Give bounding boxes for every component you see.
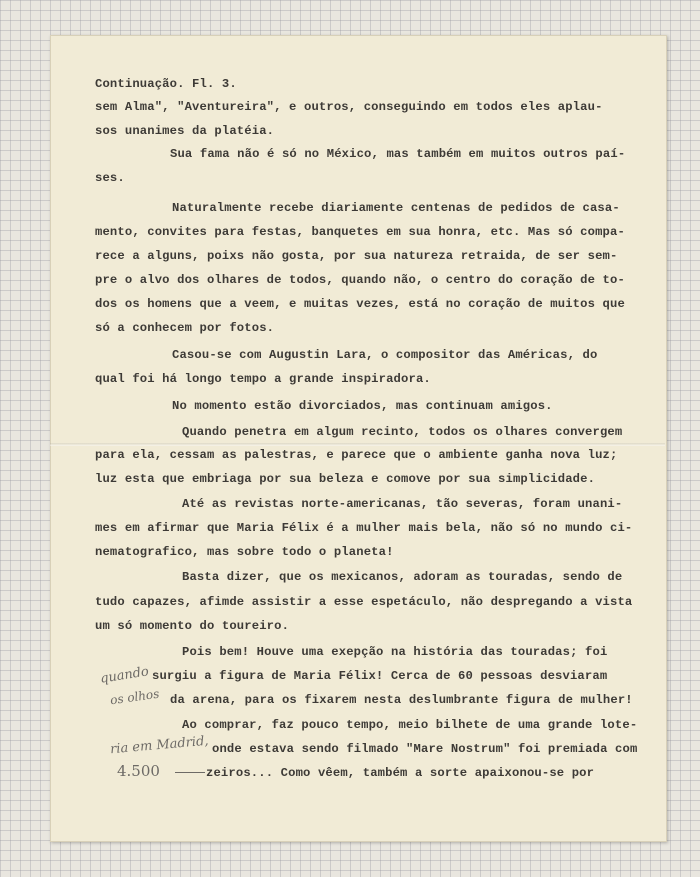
- text-line: Casou-se com Augustin Lara, o compositor das Américas, do: [172, 348, 598, 362]
- text-line: No momento estão divorciados, mas continuam amigos.: [172, 399, 553, 413]
- text-line: Sua fama não é só no México, mas também em muitos outros paí-: [170, 147, 626, 161]
- handwritten-note-quando: quando: [99, 664, 150, 687]
- paper-fold: [50, 443, 665, 446]
- handwritten-note-olhos: os olhos: [109, 686, 161, 708]
- text-line: Ao comprar, faz pouco tempo, meio bilhete de uma grande lote-: [182, 718, 638, 732]
- text-line: onde estava sendo filmado "Mare Nostrum" foi premiada com: [212, 742, 638, 756]
- text-line: um só momento do toureiro.: [95, 619, 290, 633]
- handwritten-note-madrid: ria em Madrid,: [109, 733, 210, 758]
- text-line: Basta dizer, que os mexicanos, adoram as touradas, sendo de: [182, 570, 623, 584]
- text-line: surgiu a figura de Maria Félix! Cerca de 60 pessoas desviaram: [152, 669, 608, 683]
- text-line: dos os homens que a veem, e muitas vezes, está no coração de muitos que: [95, 297, 625, 311]
- text-line: mento, convites para festas, banquetes em sua honra, etc. Mas só compa-: [95, 225, 625, 239]
- text-line: da arena, para os fixarem nesta deslumbrante figura de mulher!: [170, 693, 633, 707]
- text-line: mes em afirmar que Maria Félix é a mulher mais bela, não só no mundo ci-: [95, 521, 633, 535]
- text-line: Quando penetra em algum recinto, todos os olhares convergem: [182, 425, 623, 439]
- text-line: nematografico, mas sobre todo o planeta!: [95, 545, 394, 559]
- page-header: Continuação. Fl. 3.: [95, 77, 237, 91]
- text-line: sem Alma", "Aventureira", e outros, conseguindo em todos eles aplau-: [95, 100, 603, 114]
- text-line: zeiros... Como vêem, também a sorte apaixonou-se por: [206, 766, 595, 780]
- text-line: tudo capazes, afimde assistir a esse espetáculo, não despregando a vista: [95, 595, 633, 609]
- text-line: pre o alvo dos olhares de todos, quando não, o centro do coração de to-: [95, 273, 625, 287]
- text-line: Pois bem! Houve uma exepção na história das touradas; foi: [182, 645, 608, 659]
- text-line: rece a alguns, poixs não gosta, por sua natureza retraida, de ser sem-: [95, 249, 618, 263]
- handwritten-dash: [175, 772, 205, 773]
- text-line: para ela, cessam as palestras, e parece que o ambiente ganha nova luz;: [95, 448, 618, 462]
- handwritten-amount: 4.500: [117, 762, 160, 780]
- text-line: qual foi há longo tempo a grande inspiradora.: [95, 372, 431, 386]
- text-line: sos unanimes da platéia.: [95, 124, 275, 138]
- text-line: só a conhecem por fotos.: [95, 321, 275, 335]
- text-line: ses.: [95, 171, 125, 185]
- text-line: Naturalmente recebe diariamente centenas de pedidos de casa-: [172, 201, 620, 215]
- text-line: luz esta que embriaga por sua beleza e comove por sua simplicidade.: [95, 472, 596, 486]
- text-line: Até as revistas norte-americanas, tão severas, foram unani-: [182, 497, 623, 511]
